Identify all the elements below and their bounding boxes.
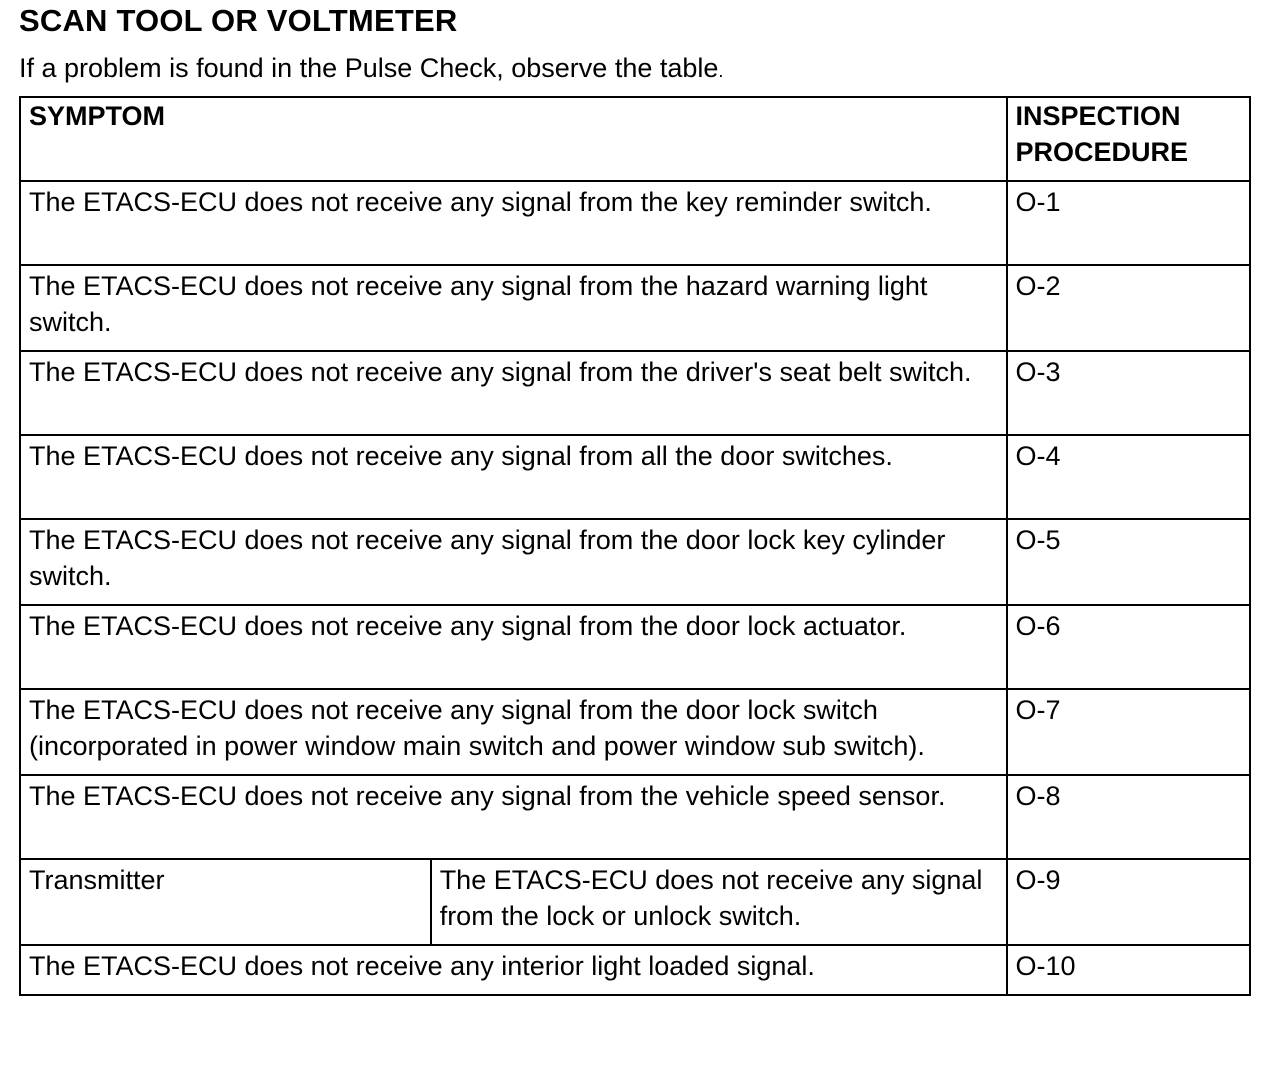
procedure-cell: O-5 [1007,519,1251,605]
table-row [20,435,1250,519]
procedure-cell: O-6 [1007,605,1251,689]
table-row [20,605,1250,689]
procedure-cell: O-9 [1007,859,1251,945]
table-row [20,351,1250,435]
table-row [20,775,1250,859]
table-row-transmitter [20,859,1250,945]
table-row [20,945,1250,995]
symptom-cell: The ETACS-ECU does not receive any signal from the hazard warning light switch. [20,265,1007,351]
procedure-cell: O-4 [1007,435,1251,519]
symptom-cell: The ETACS-ECU does not receive any signal from all the door switches. [20,435,1007,519]
page-title: SCAN TOOL OR VOLTMETER [19,3,458,38]
symptom-cell: The ETACS-ECU does not receive any signal from the door lock key cylinder switch. [20,519,1007,605]
procedure-cell: O-1 [1007,181,1251,265]
procedure-cell: O-3 [1007,351,1251,435]
category-cell: Transmitter [20,859,431,945]
document-page [19,0,1251,996]
procedure-cell: O-8 [1007,775,1251,859]
intro-period: . [718,61,724,81]
symptom-cell: The ETACS-ECU does not receive any signal from the vehicle speed sensor. [20,775,1007,859]
symptom-table [19,96,1251,996]
table-row [20,181,1250,265]
symptom-cell: The ETACS-ECU does not receive any signal from the key reminder switch. [20,181,1007,265]
procedure-cell: O-10 [1007,945,1251,995]
header-procedure: INSPECTION PROCEDURE [1007,97,1251,181]
intro-paragraph [19,50,739,89]
symptom-cell: The ETACS-ECU does not receive any signal from the door lock switch (incorporated in power window main switch and power window sub switch). [20,689,1007,775]
symptom-cell: The ETACS-ECU does not receive any signal from the driver's seat belt switch. [20,351,1007,435]
symptom-cell: The ETACS-ECU does not receive any interior light loaded signal. [20,945,1007,995]
table-row [20,519,1250,605]
procedure-cell: O-7 [1007,689,1251,775]
intro-text: If a problem is found in the Pulse Check, observe the table [19,53,719,83]
header-symptom: SYMPTOM [20,97,1007,181]
procedure-cell: O-2 [1007,265,1251,351]
symptom-cell: The ETACS-ECU does not receive any signal from the lock or unlock switch. [431,859,1007,945]
table-row [20,265,1250,351]
table-row [20,689,1250,775]
symptom-cell: The ETACS-ECU does not receive any signal from the door lock actuator. [20,605,1007,689]
table-header-row [20,97,1250,181]
